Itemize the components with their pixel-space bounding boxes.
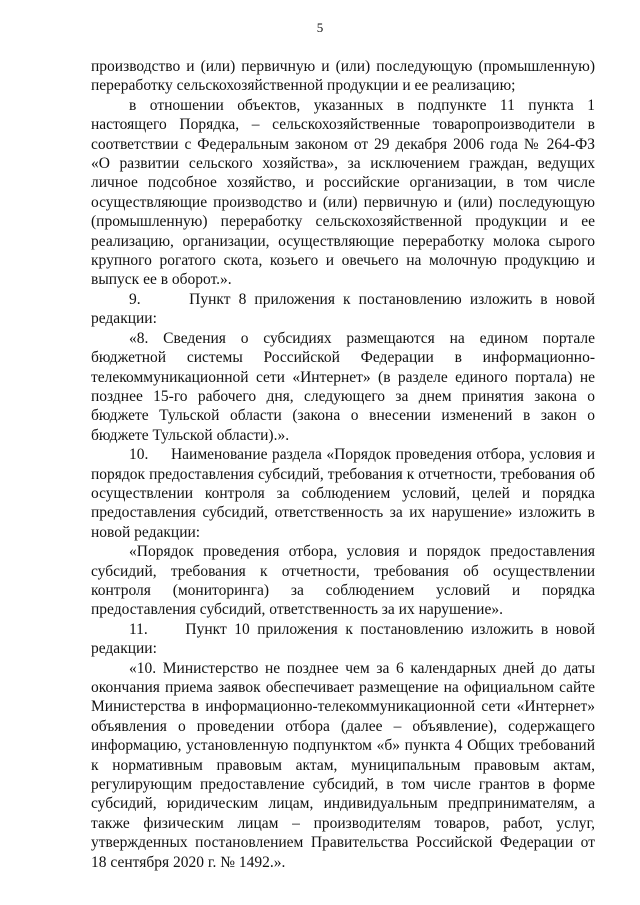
paragraph-quote-10: «10. Министерство не позднее чем за 6 календарных дней до даты окончания приема заявок обеспечивает размещение на официальном сайте Министерства в информационно-телекоммуникационной сети «Интернет» объявления о проведении отбора (далее – объявление), содержащего информацию, установленную подпунктом «б» пункта 4 Общих требований к нормативным правовым актам, муниципальным правовым актам, регулирующим предоставление субсидий, в том числе грантов в форме субсидий, юридическим лицам, индивидуальным предпринимателям, а также физическим лицам – производителям товаров, работ, услуг, утвержденных постановлением Правительства Российской Федерации от 18 сентября 2020 г. № 1492.». [91,659,595,871]
paragraph-continuation: производство и (или) первичную и (или) последующую (промышленную) переработку сельскохозяйственной продукции и ее реализацию; [91,58,595,95]
paragraph-item-10: 10. Наименование раздела «Порядок проведения отбора, условия и порядок предоставления субсидий, требования к отчетности, требования об осуществлении контроля за соблюдением условий, целей и порядка предоставления субсидий, ответственность за их нарушение» изложить в новой редакции: [91,446,595,541]
paragraph-item-11: 11. Пункт 10 приложения к постановлению изложить в новой редакции: [91,620,595,658]
paragraph-quote-8: «8. Сведения о субсидиях размещаются на едином портале бюджетной системы Российской Федерации в информационно-телекоммуникационной сети «Интернет» (в разделе единого портала) не позднее 15-го рабочего дня, следующего за днем принятия закона о бюджете Тульской области (закона о внесении изменений в закон о бюджете Тульской области).». [91,329,595,444]
paragraph-item-9: 9. Пункт 8 приложения к постановлению изложить в новой редакции: [91,290,595,328]
document-body [91,57,595,872]
page-number: 5 [316,20,324,35]
paragraph-subpoint-11: в отношении объектов, указанных в подпункте 11 пункта 1 настоящего Порядка, – сельскохозяйственные товаропроизводители в соответствии с Федеральным законом от 29 декабря 2006 года № 264-ФЗ «О развитии сельского хозяйства», за исключением граждан, ведущих личное подсобное хозяйство, и российские организации, в том числе осуществляющие производство и (или) первичную и (или) последующую (промышленную) переработку сельскохозяйственной продукции и ее реализацию, организации, осуществляющие переработку молока сырого крупного рогатого скота, козьего и овечьего на молочную продукцию и выпуск ее в оборот.». [91,96,595,289]
paragraph-section-title-quote: «Порядок проведения отбора, условия и порядок предоставления субсидий, требования к отчетности, требования об осуществлении контроля (мониторинга) за соблюдением условий и порядка предоставления субсидий, ответственность за их нарушение». [91,543,595,619]
